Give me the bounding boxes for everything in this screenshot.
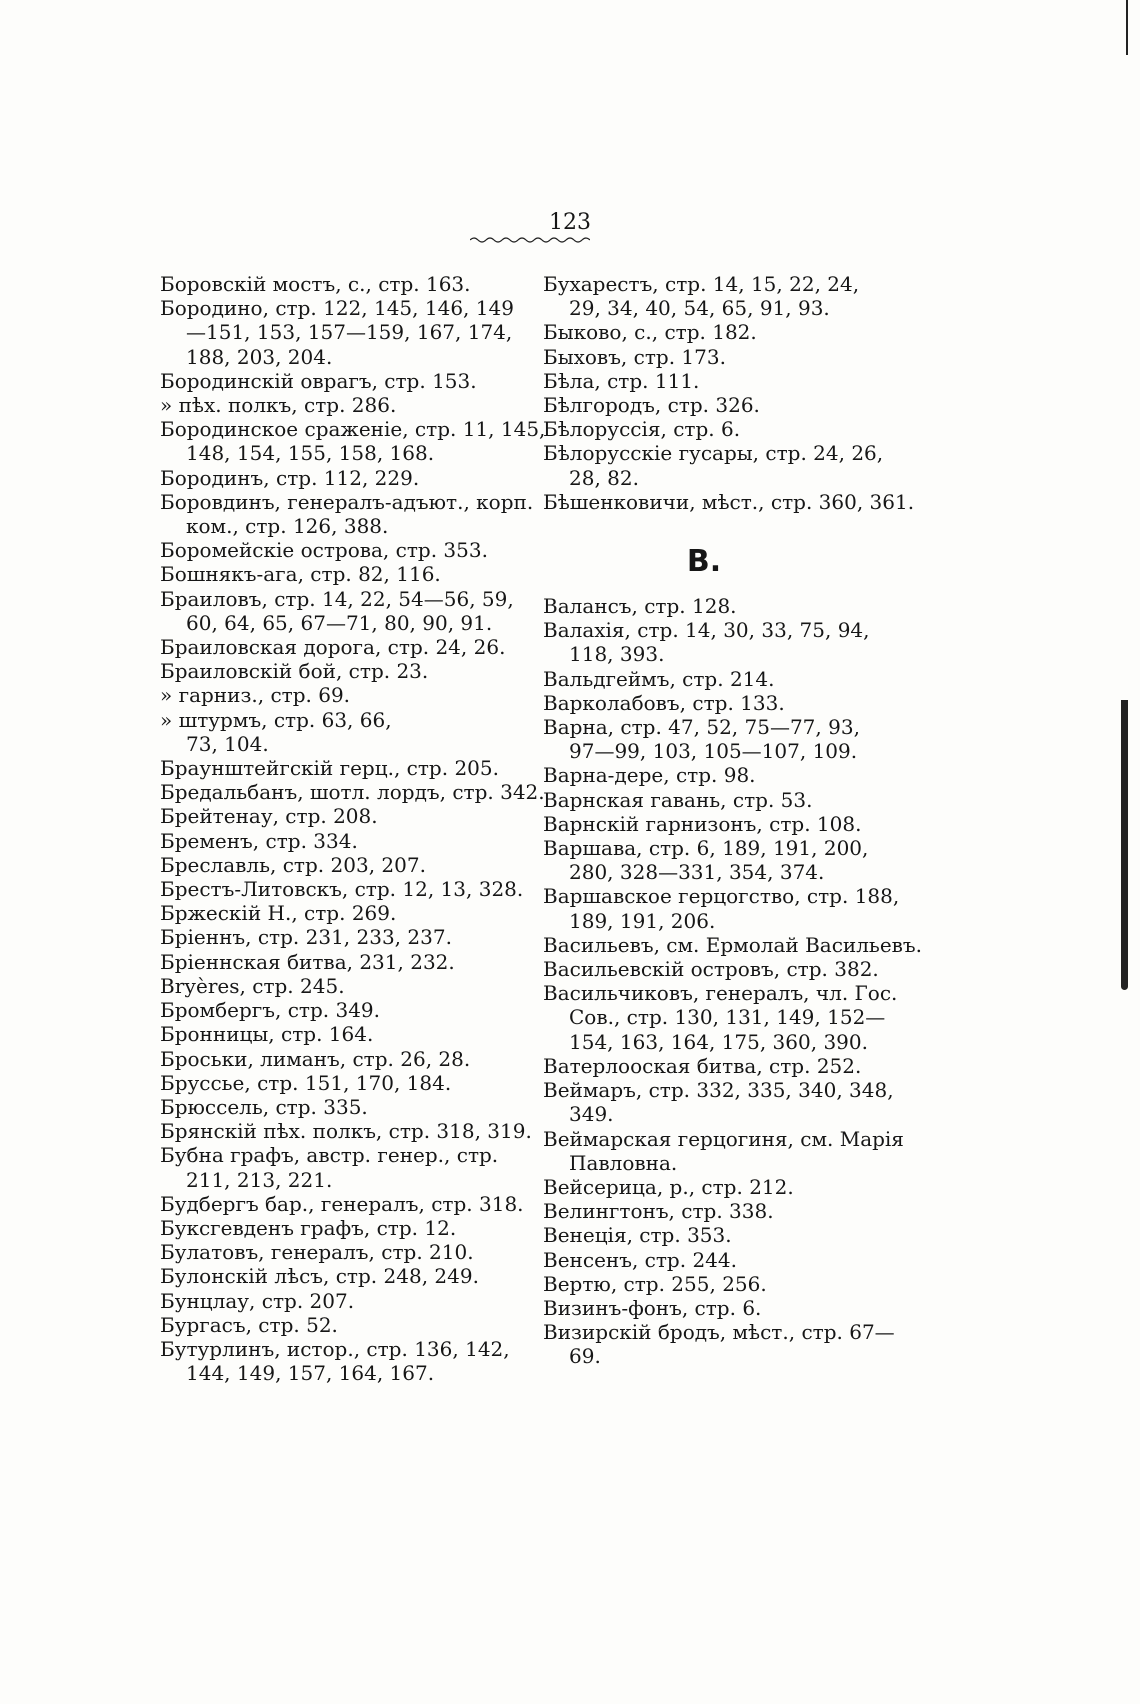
index-entry-heading: Валансъ, стр. 128.	[543, 594, 737, 619]
index-entry	[160, 1313, 522, 1337]
index-entry	[160, 587, 522, 635]
index-entry	[160, 683, 522, 707]
index-entry	[543, 1320, 905, 1368]
index-entry	[160, 489, 534, 539]
index-entry-heading: Веймарская герцогиня, см. Марія	[543, 1126, 904, 1151]
index-entry	[160, 925, 522, 949]
index-entry-heading: » штурмъ, стр. 63, 66,	[160, 707, 392, 732]
index-entry-continuation: 148, 154, 155, 158, 168.	[186, 441, 435, 466]
index-entry-heading: Брестъ-Литовскъ, стр. 12, 13, 328.	[160, 877, 524, 902]
index-entry-heading: Бубна графъ, австр. генер., стр.	[160, 1143, 499, 1168]
index-entry-heading: Бреславль, стр. 203, 207.	[160, 852, 426, 877]
index-entry	[543, 1272, 905, 1296]
index-entry-heading: Бунцлау, стр. 207.	[160, 1288, 355, 1313]
index-entry-continuation: —151, 153, 157—159, 167, 174,	[186, 320, 513, 345]
index-entry-heading: Брейтенау, стр. 208.	[160, 804, 378, 829]
index-entry	[543, 957, 905, 981]
index-entry-heading: Варна, стр. 47, 52, 75—77, 93,	[543, 715, 860, 740]
index-entry	[160, 538, 522, 562]
index-entry-continuation: ком., стр. 126, 388.	[186, 514, 389, 539]
index-entry	[160, 1047, 522, 1071]
wavy-rule-ornament	[470, 236, 590, 244]
index-entry	[160, 1216, 522, 1240]
index-entry-continuation: 60, 64, 65, 67—71, 80, 90, 91.	[186, 610, 493, 635]
index-entry-heading: Бородино, стр. 122, 145, 146, 149	[160, 296, 514, 321]
index-entry	[160, 829, 522, 853]
index-entry-heading: Брянскій пѣх. полкъ, стр. 318, 319.	[160, 1119, 532, 1144]
index-entry	[543, 369, 905, 393]
index-entry-heading: Бородинскій оврагъ, стр. 153.	[160, 368, 477, 393]
index-entry-heading: Вейсерица, р., стр. 212.	[543, 1174, 794, 1199]
index-entry	[543, 788, 905, 812]
index-entry-continuation: 144, 149, 157, 164, 167.	[186, 1361, 435, 1386]
index-entry-heading: Бржескій Н., стр. 269.	[160, 901, 397, 926]
index-entry-heading: Бѣлорусскіе гусары, стр. 24, 26,	[543, 441, 884, 466]
index-entry-continuation: 69.	[569, 1344, 601, 1369]
index-entry-heading: Бородинское сраженіе, стр. 11, 145,	[160, 417, 546, 442]
index-entry	[160, 804, 522, 828]
index-entry	[543, 1175, 905, 1199]
index-entry-heading: Браунштейгскій герц., стр. 205.	[160, 756, 499, 781]
index-entry	[160, 635, 522, 659]
index-entry-heading: » пѣх. полкъ, стр. 286.	[160, 393, 397, 418]
index-entry	[543, 1127, 905, 1175]
index-entry-heading: Буксгевденъ графъ, стр. 12.	[160, 1215, 457, 1240]
index-entry-heading: Бронницы, стр. 164.	[160, 1022, 374, 1047]
index-entry-heading: Варколабовъ, стр. 133.	[543, 690, 785, 715]
index-entry	[160, 393, 522, 417]
index-entry-heading: Браиловскій бой, стр. 23.	[160, 659, 429, 684]
index-entry-heading: Бѣла, стр. 111.	[543, 368, 700, 393]
index-entry-heading: Бріеннская битва, 231, 232.	[160, 949, 455, 974]
index-entry	[160, 756, 522, 780]
index-entry	[543, 715, 905, 763]
index-entry	[543, 1054, 905, 1078]
index-entry	[543, 1223, 905, 1247]
index-entry	[160, 1022, 522, 1046]
index-entry	[160, 1240, 522, 1264]
index-entry-heading: Варнская гавань, стр. 53.	[543, 787, 813, 812]
index-entry	[160, 853, 522, 877]
index-entry-heading: Быково, с., стр. 182.	[543, 320, 757, 345]
index-entry-heading: Браиловъ, стр. 14, 22, 54—56, 59,	[160, 586, 514, 611]
index-entry	[543, 1296, 905, 1320]
index-entry-heading: Бухарестъ, стр. 14, 15, 22, 24,	[543, 272, 860, 296]
index-entry	[160, 780, 545, 805]
index-entry	[160, 1095, 522, 1119]
index-entry-heading: Визирскій бродъ, мѣст., стр. 67—	[543, 1320, 895, 1345]
index-entry	[543, 618, 905, 666]
index-entry-heading: Булатовъ, генералъ, стр. 210.	[160, 1240, 474, 1265]
index-entry	[543, 981, 905, 1054]
index-entry-continuation: 189, 191, 206.	[569, 908, 716, 933]
index-entry	[160, 659, 522, 683]
index-entry-heading: Бутурлинъ, истор., стр. 136, 142,	[160, 1336, 510, 1361]
index-entry-heading: Браиловская дорога, стр. 24, 26.	[160, 635, 506, 660]
index-entry-heading: Велингтонъ, стр. 338.	[543, 1199, 774, 1224]
index-entry	[160, 296, 522, 369]
index-entry	[543, 812, 905, 836]
index-entry	[160, 1264, 522, 1288]
index-entry-continuation: 73, 104.	[186, 731, 269, 756]
index-entry	[160, 974, 522, 998]
index-entry-heading: Бошнякъ-ага, стр. 82, 116.	[160, 562, 441, 587]
index-entry	[543, 441, 905, 489]
index-entry-heading: Бородинъ, стр. 112, 229.	[160, 465, 420, 490]
index-entry	[160, 998, 522, 1022]
index-entry-continuation: Сов., стр. 130, 131, 149, 152—	[569, 1005, 886, 1030]
page-number: 123	[549, 210, 591, 235]
index-entry-heading: Бріеннъ, стр. 231, 233, 237.	[160, 925, 452, 950]
index-entry	[160, 562, 522, 586]
index-entry	[543, 272, 905, 320]
index-entry	[543, 594, 905, 618]
index-entry	[160, 1119, 532, 1144]
section-letter-heading: В.	[686, 544, 722, 580]
index-entry	[160, 272, 522, 296]
index-entry	[160, 901, 522, 925]
index-entry-heading: Варшава, стр. 6, 189, 191, 200,	[543, 836, 869, 861]
index-entry	[160, 1337, 522, 1385]
index-entry	[543, 932, 922, 957]
index-entry-heading: Варшавское герцогство, стр. 188,	[543, 884, 900, 909]
index-entry	[160, 466, 522, 490]
index-entry-heading: Бѣлоруссія, стр. 6.	[543, 417, 741, 442]
index-entry	[543, 345, 905, 369]
index-entry	[543, 667, 905, 691]
index-entry-heading: Бредальбанъ, шотл. лордъ, стр. 342.	[160, 780, 545, 805]
index-entry-heading: Вертю, стр. 255, 256.	[543, 1271, 767, 1296]
index-column-left	[160, 272, 546, 1386]
index-entry	[160, 1192, 522, 1216]
index-entry-heading: Валахія, стр. 14, 30, 33, 75, 94,	[543, 618, 870, 643]
index-entry-heading: Бѣшенковичи, мѣст., стр. 360, 361.	[543, 489, 915, 514]
index-entry-heading: Бромбергъ, стр. 349.	[160, 998, 381, 1023]
index-entry	[160, 1289, 522, 1313]
index-entry-continuation: Павловна.	[569, 1150, 678, 1175]
index-entry-heading: Васильчиковъ, генералъ, чл. Гос.	[543, 981, 898, 1006]
index-entry-heading: Варна-дере, стр. 98.	[543, 763, 756, 788]
index-entry-heading: Веймаръ, стр. 332, 335, 340, 348,	[543, 1078, 894, 1103]
index-entry	[543, 489, 915, 514]
index-entry-heading: Васильевъ, см. Ермолай Васильевъ.	[543, 932, 922, 957]
index-entry	[160, 877, 522, 901]
index-entry-continuation: 211, 213, 221.	[186, 1167, 333, 1192]
index-entry	[160, 417, 546, 466]
index-entry-continuation: 188, 203, 204.	[186, 344, 333, 369]
index-entry-continuation: 118, 393.	[569, 642, 665, 667]
index-entry-heading: Визинъ-фонъ, стр. 6.	[543, 1295, 762, 1320]
index-entry-heading: Броськи, лиманъ, стр. 26, 28.	[160, 1046, 471, 1071]
index-entry	[543, 417, 905, 441]
index-entry-continuation: 154, 163, 164, 175, 360, 390.	[569, 1029, 868, 1054]
index-entry-heading: Булонскій лѣсъ, стр. 248, 249.	[160, 1264, 479, 1289]
index-entry	[543, 884, 905, 932]
index-entry	[543, 1078, 905, 1126]
index-entry-heading: Боровдинъ, генералъ-адъют., корп.	[160, 489, 534, 514]
index-entry-heading: Венеція, стр. 353.	[543, 1223, 732, 1248]
index-entry-heading: Боровскій мостъ, с., стр. 163.	[160, 272, 471, 296]
index-entry	[543, 836, 905, 884]
index-entry	[543, 763, 905, 787]
index-entry	[543, 691, 905, 715]
index-entry	[543, 320, 905, 344]
index-entry-heading: Бременъ, стр. 334.	[160, 828, 358, 853]
index-entry-heading: Бруссье, стр. 151, 170, 184.	[160, 1070, 452, 1095]
index-entry-continuation: 97—99, 103, 105—107, 109.	[569, 739, 858, 764]
index-entry-continuation: 349.	[569, 1102, 614, 1127]
index-entry-heading: Васильевскій островъ, стр. 382.	[543, 957, 879, 982]
index-entry	[160, 1143, 522, 1191]
index-entry-heading: Быховъ, стр. 173.	[543, 344, 726, 369]
index-entry	[160, 369, 522, 393]
index-entry	[543, 1248, 905, 1272]
index-entry	[160, 1071, 522, 1095]
index-entry-heading: Вальдгеймъ, стр. 214.	[543, 666, 775, 691]
index-entries-b	[543, 272, 915, 514]
index-entry	[543, 1199, 905, 1223]
index-entry	[160, 950, 522, 974]
index-column-right	[543, 272, 922, 1369]
index-entry	[543, 393, 905, 417]
index-entry-heading: Варнскій гарнизонъ, стр. 108.	[543, 811, 862, 836]
index-entry-heading: Бургасъ, стр. 52.	[160, 1312, 338, 1337]
index-entry-heading: Бѣлгородъ, стр. 326.	[543, 393, 760, 418]
scan-edge-mark	[1121, 700, 1128, 990]
index-entry-heading: Будбергъ бар., генералъ, стр. 318.	[160, 1191, 524, 1216]
index-entry-continuation: 29, 34, 40, 54, 65, 91, 93.	[569, 296, 830, 321]
index-entries-v	[543, 594, 922, 1369]
index-entry-heading: » гарниз., стр. 69.	[160, 683, 351, 708]
index-entry-continuation: 28, 82.	[569, 465, 639, 490]
index-entry-heading: Brуères, стр. 245.	[160, 973, 345, 998]
index-entry	[160, 708, 522, 756]
index-entry-heading: Брюссель, стр. 335.	[160, 1094, 368, 1119]
index-entry-heading: Боромейскіе острова, стр. 353.	[160, 538, 488, 563]
index-entry-heading: Ватерлооская битва, стр. 252.	[543, 1053, 862, 1078]
index-entry-heading: Венсенъ, стр. 244.	[543, 1247, 737, 1272]
scan-edge-mark	[1126, 0, 1128, 55]
index-entry-continuation: 280, 328—331, 354, 374.	[569, 860, 825, 885]
